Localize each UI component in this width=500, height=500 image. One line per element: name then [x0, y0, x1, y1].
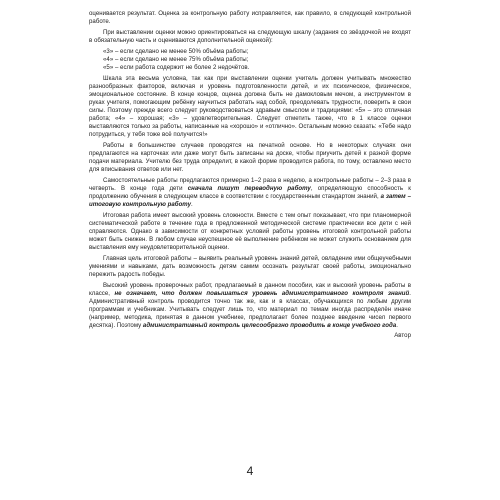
paragraph-1	[89, 29, 411, 45]
text-run: , определяющую способность к продолжению обучения в следующем классе в соответствии с государственным стандартом знаний,	[89, 185, 411, 200]
text-run: .	[191, 201, 193, 208]
page-number: 4	[246, 464, 254, 478]
paragraph-5	[89, 75, 411, 139]
emphasized-text: не означает, что должен повышаться уровень административного контроля знаний	[114, 290, 410, 297]
emphasized-text: сначала пишут переводную работу	[187, 185, 311, 192]
emphasized-text: административный контроль целесообразно проводить в конце учебного года	[142, 322, 397, 329]
paragraph-3	[89, 56, 411, 64]
text-run: «5» – если работа содержит не более 2 недочётов.	[103, 64, 250, 71]
text-run: Главная цель итоговой работы – выявить реальный уровень знаний детей, овладение ими общеучебными умениями и навыками, дать возможность детям самим осознать результат своей работы, эмоционально пережить радость победы.	[89, 255, 411, 278]
text-run: Шкала эта весьма условна, так как при выставлении оценки учитель должен учитывать множество разнообразных факторов, включая и уровень подготовленности детей, и их психическое, физическое, эмоциональное состояние. В конце концов, оценка должна быть не дамокловым мечом, а инструментом в руках учителя, помогающим ребёнку научиться работать над собой, преодолевать трудности, поверить в свои силы. Поэтому прежде всего следует руководствоваться здравым смыслом и традициями: «5» – это отличная работа; «4» – хорошая; «3» – удовлетворительная. Следует отметить также, что в 1 классе оценки выставляются только за работы, написанные на «хорошо» и «отлично». Остальным можно сказать: «Тебе надо потрудиться, у тебя тоже всё получится!»	[89, 75, 411, 138]
paragraph-10	[89, 282, 411, 330]
text-run: «4» – если сделано не менее 75% объёма работы;	[103, 56, 249, 63]
paragraph-6	[89, 142, 411, 174]
emphasized-text: а затем – итоговую контрольную работу	[89, 193, 411, 208]
text-run: Работы в большинстве случаев проводятся на печатной основе. Но в некоторых случаях они предлагаются на карточках или даже могут быть записаны на доске, чтобы приучить детей к разной форме подачи материала. Учителю без труда определит, в какой форме проводится работа, по тому, оставлено место для вписывания ответов или нет.	[89, 142, 411, 173]
text-run: Самостоятельные работы предлагаются примерно 1–2 раза в неделю, а контрольные работы – 2–3 раза в четверть. В конце года дети	[89, 177, 411, 192]
paragraph-0	[89, 10, 411, 26]
text-run: При выставлении оценки можно ориентироваться на следующую шкалу (задания со звёздочкой не входят в обязательную часть и оцениваются дополнительной оценкой):	[89, 29, 411, 44]
author-signature: Автор	[394, 332, 411, 339]
text-run: Итоговая работа имеет высокий уровень сложности. Вместе с тем опыт показывает, что при планомерной систематической работе в течение года в предложенной методической системе практически все дети с ней справляются. Однако в зависимости от конкретных условий работы уровень итоговой контрольной работы может быть снижен. В любом случае неуспешное её выполнение ребёнком не может служить основанием для выставления ему неудовлетворительной оценки.	[89, 212, 411, 251]
text-run: оценивается результат. Оценка за контрольную работу исправляется, как правило, в следующей контрольной работе.	[89, 10, 411, 25]
paragraph-8	[89, 212, 411, 252]
text-run: Высокий уровень проверочных работ, предлагаемый в данном пособии, как и высокий уровень работы в классе,	[89, 282, 411, 297]
text-run: .	[396, 322, 398, 329]
paragraph-2	[89, 48, 411, 56]
paragraph-4	[89, 64, 411, 72]
paragraph-7	[89, 177, 411, 209]
text-run: . Административный контроль проводится точно так же, как и в классах, обучающихся по любым другим программам и учебникам. Учитывать следует лишь то, что материал по темам иногда распределён иначе (например, методика, принятая в данном учебнике, предполагает более позднее введение чисел первого десятка). Поэтому	[89, 290, 411, 329]
paragraph-9	[89, 255, 411, 279]
text-run: «3» – если сделано не менее 50% объёма работы;	[103, 48, 249, 55]
document-body	[89, 10, 411, 340]
